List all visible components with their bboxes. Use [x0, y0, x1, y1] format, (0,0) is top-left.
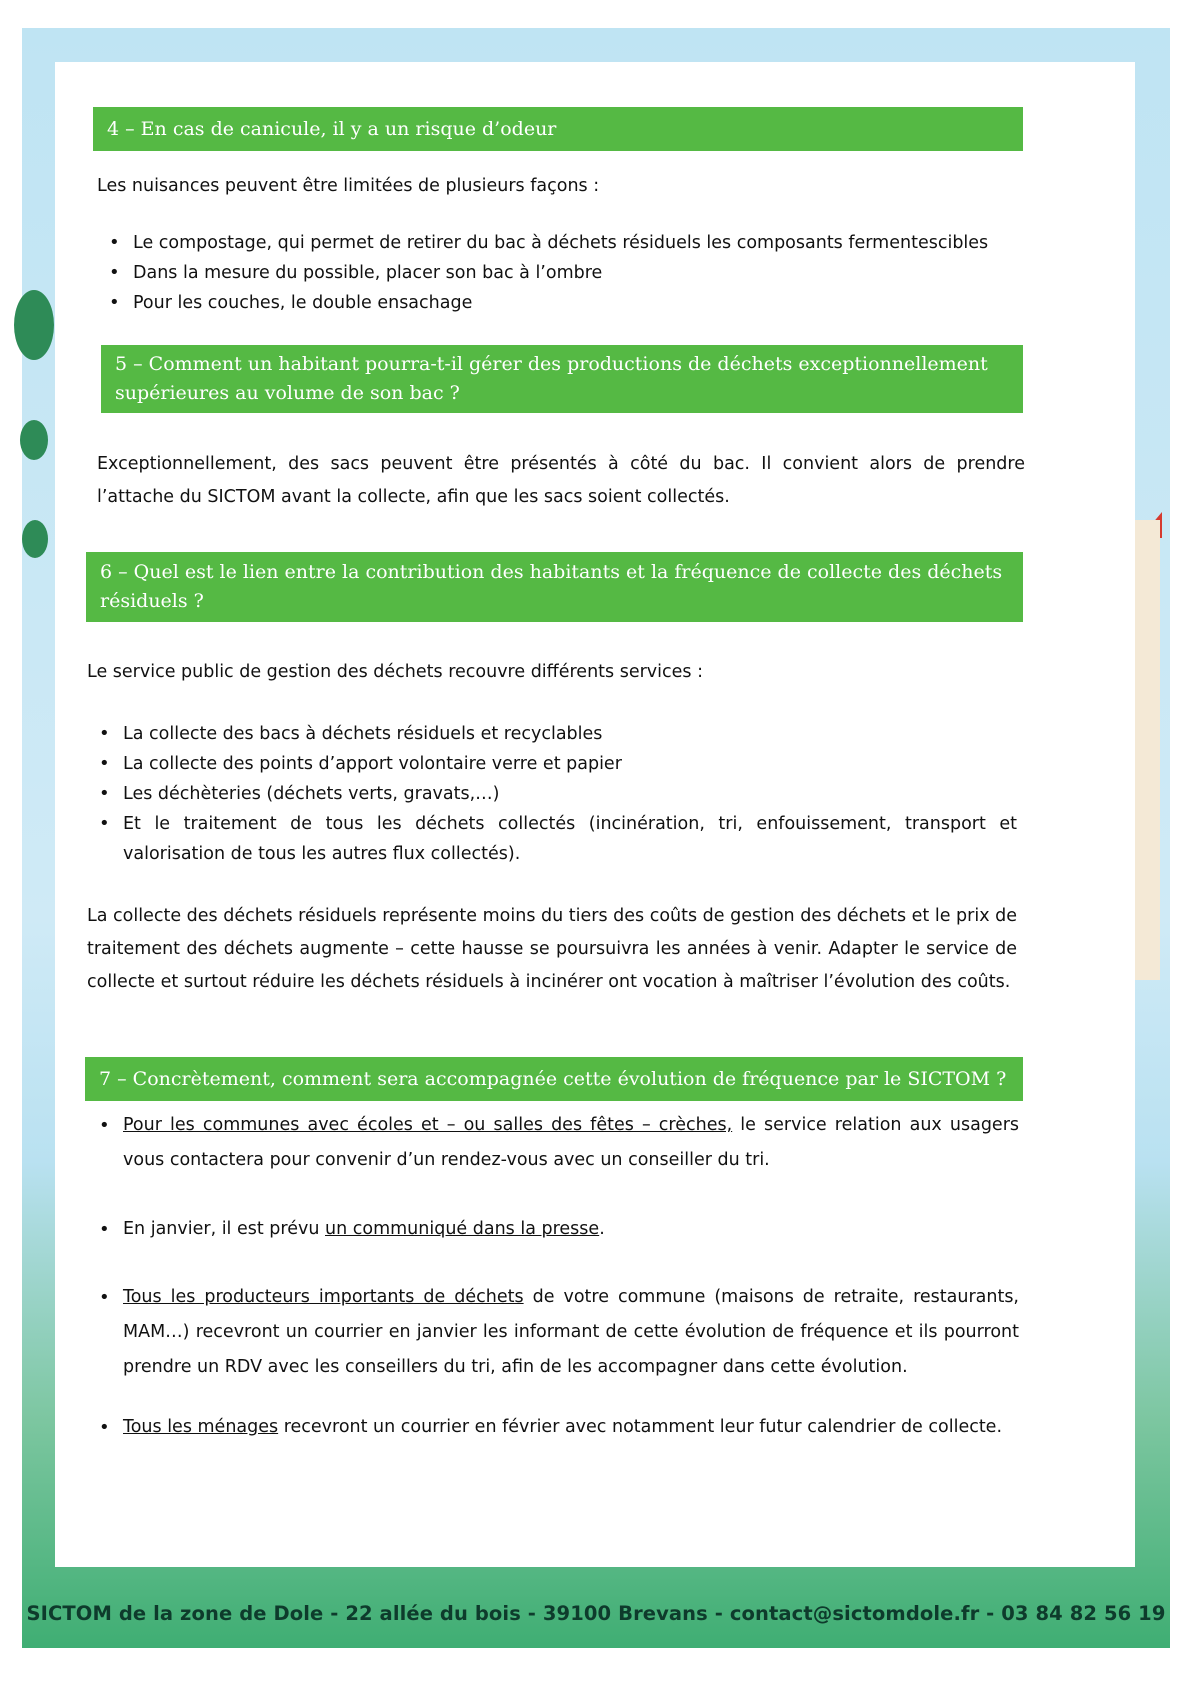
decorative-shape	[20, 420, 48, 460]
underlined-text: Tous les producteurs importants de déchets	[123, 1287, 524, 1307]
list-item: • Dans la mesure du possible, placer son bac à l’ombre	[99, 258, 1029, 288]
page-sheet	[55, 62, 1135, 1567]
underlined-text: Tous les ménages	[123, 1417, 279, 1437]
decorative-shape	[14, 290, 54, 360]
section-7-list	[89, 1108, 1019, 1445]
underlined-text: Pour les communes avec écoles et – ou salles des fêtes – crèches,	[123, 1115, 733, 1135]
list-item: • Tous les producteurs importants de déchets de votre commune (maisons de retraite, restaurants, MAM…) recevront un courrier en janvier les informant de cette évolution de fréquence et ils pourront prendre un RDV avec les conseillers du tri, afin de les accompagner dans cette évolution.	[89, 1280, 1019, 1385]
section-4-list	[99, 228, 1029, 318]
section-7-header	[85, 1057, 1023, 1101]
underlined-text: un communiqué dans la presse	[325, 1219, 600, 1239]
list-item: • La collecte des bacs à déchets résiduels et recyclables	[89, 719, 1017, 749]
section-6-text: La collecte des déchets résiduels représente moins du tiers des coûts de gestion des déchets et le prix de traitement des déchets augmente – cette hausse se poursuivra les années à venir. Adapter le service de collecte et surtout réduire les déchets résiduels à incinérer ont vocation à maîtriser l’évolution des coûts.	[87, 906, 1017, 992]
list-item: • Et le traitement de tous les déchets collectés (incinération, tri, enfouissement, transport et valorisation de tous les autres flux collectés).	[89, 809, 1017, 869]
list-item: • Pour les couches, le double ensachage	[99, 288, 1029, 318]
section-6-title: 6 – Quel est le lien entre la contribution des habitants et la fréquence de collecte des déchets résiduels ?	[100, 561, 1003, 612]
list-item: • En janvier, il est prévu un communiqué dans la presse.	[89, 1212, 1019, 1247]
section-4-header	[93, 107, 1023, 151]
section-5-title: 5 – Comment un habitant pourra-t-il gérer des productions de déchets exceptionnellement supérieures au volume de son bac ?	[115, 353, 988, 404]
list-item: • Les déchèteries (déchets verts, gravats,…)	[89, 779, 1017, 809]
decorative-shape	[22, 520, 48, 558]
section-5-text: Exceptionnellement, des sacs peuvent être présentés à côté du bac. Il convient alors de prendre l’attache du SICTOM avant la collecte, afin que les sacs soient collectés.	[97, 454, 1025, 507]
section-6-list	[89, 719, 1017, 869]
list-item: • Pour les communes avec écoles et – ou salles des fêtes – crèches, le service relation aux usagers vous contactera pour convenir d’un rendez-vous avec un conseiller du tri.	[89, 1108, 1019, 1178]
footer-contact: SICTOM de la zone de Dole - 22 allée du bois - 39100 Brevans - contact@sictomdole.fr - 03 84 82 56 19	[26, 1601, 1166, 1625]
list-item: • Tous les ménages recevront un courrier en février avec notamment leur futur calendrier de collecte.	[89, 1410, 1019, 1445]
section-4-intro: Les nuisances peuvent être limitées de plusieurs façons :	[97, 176, 600, 196]
list-item: • Le compostage, qui permet de retirer du bac à déchets résiduels les composants fermentescibles	[99, 228, 1029, 258]
section-6-header	[86, 552, 1023, 622]
section-5-header	[101, 345, 1023, 413]
section-4-title: 4 – En cas de canicule, il y a un risque d’odeur	[107, 117, 557, 140]
list-item: • La collecte des points d’apport volontaire verre et papier	[89, 749, 1017, 779]
section-6-intro: Le service public de gestion des déchets recouvre différents services :	[87, 662, 703, 682]
section-7-title: 7 – Concrètement, comment sera accompagnée cette évolution de fréquence par le SICTOM ?	[99, 1067, 1007, 1090]
